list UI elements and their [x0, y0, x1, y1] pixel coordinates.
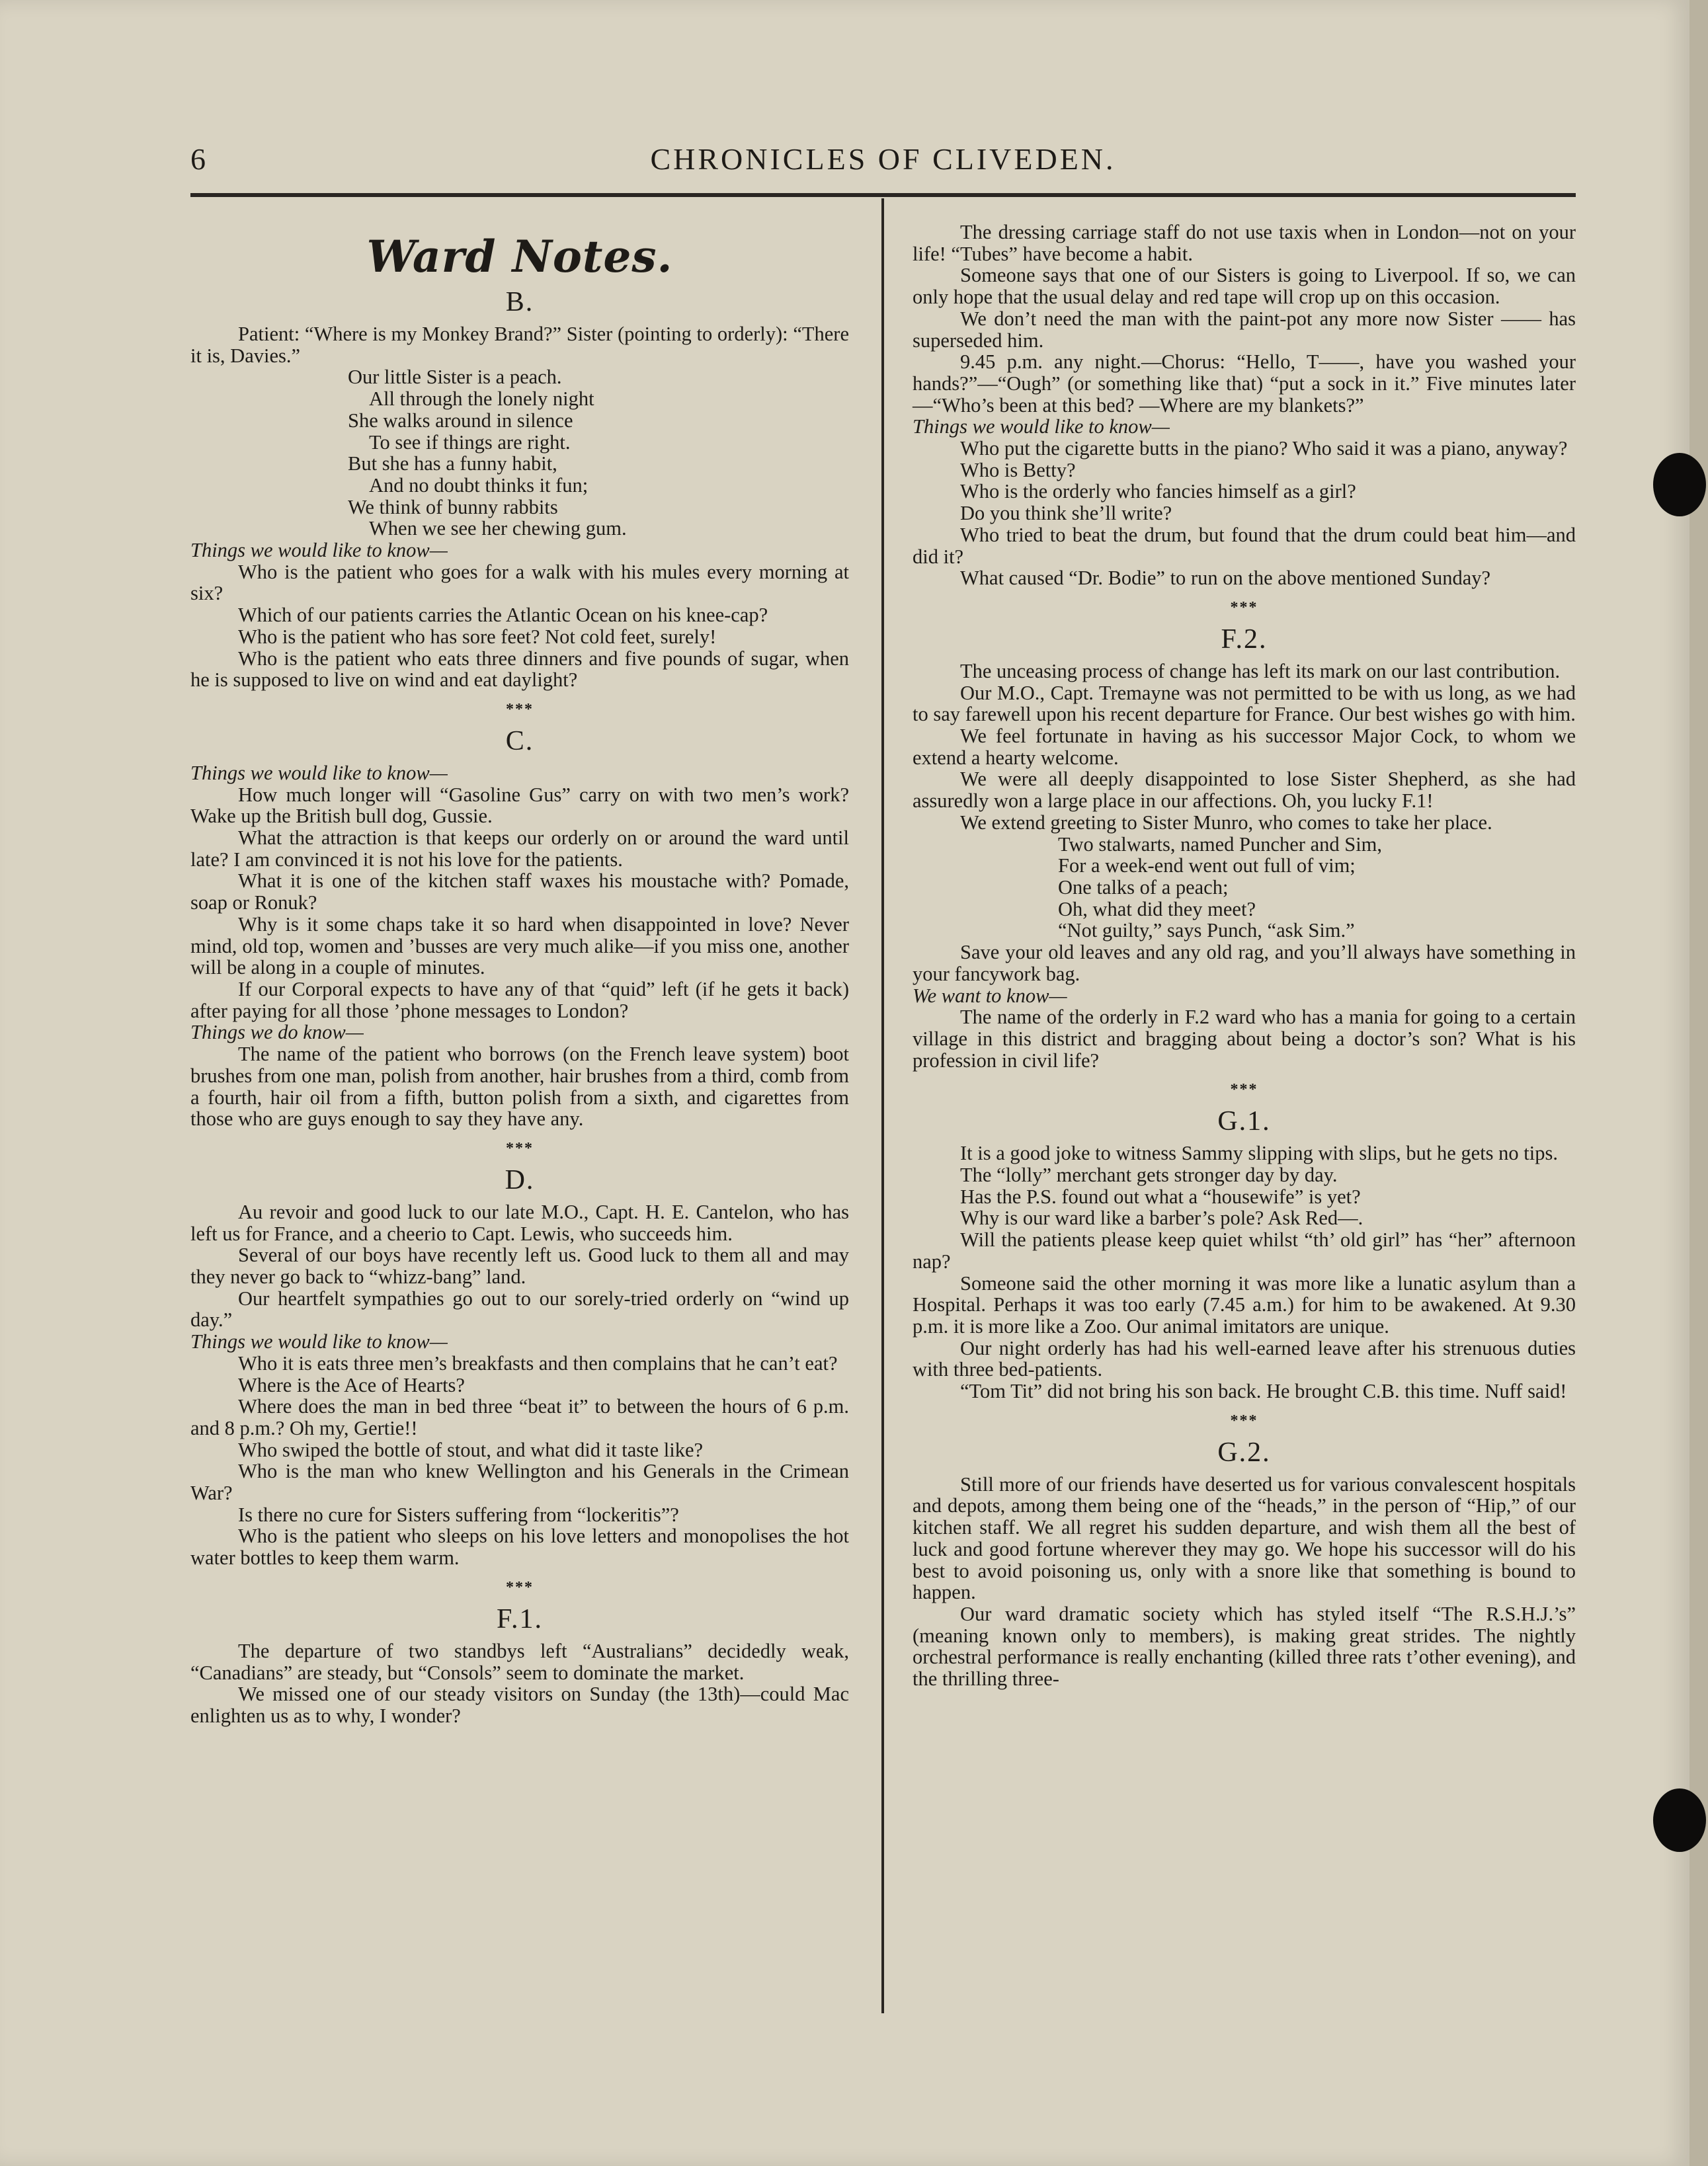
paragraph: Who is the patient who sleeps on his love letters and monopolises the hot water bottles to keep them warm.	[190, 1525, 849, 1570]
paragraph: What caused “Dr. Bodie” to run on the above mentioned Sunday?	[960, 567, 1491, 590]
poem-line: When we see her chewing gum.	[369, 517, 627, 540]
paragraph: We don’t need the man with the paint-pot any more now Sister —— has superseded him.	[913, 307, 1576, 352]
paragraph: Several of our boys have recently left us. Good luck to them all and may they never go back to “whizz-bang” land.	[190, 1244, 849, 1289]
poem-line: But she has a funny habit,	[348, 452, 557, 475]
paragraph: Our night orderly has had his well-earned leave after his strenuous duties with three bed-patients.	[913, 1336, 1576, 1381]
subheading: We want to know—	[913, 984, 1067, 1007]
poem-line: Oh, what did they meet?	[1058, 897, 1256, 920]
subheading: Things we would like to know—	[190, 761, 448, 784]
paragraph: We were all deeply disappointed to lose Sister Shepherd, as she had assuredly won a large place in our affections. Oh, you lucky F.1!	[913, 768, 1576, 813]
poem-line: Two stalwarts, named Puncher and Sim,	[1058, 832, 1383, 856]
binding-hole	[1653, 1788, 1706, 1852]
paragraph: Will the patients please keep quiet whilst “th’ old girl” has “her” afternoon nap?	[913, 1228, 1576, 1273]
section-divider: ***	[1230, 1412, 1258, 1429]
subheading: Things we would like to know—	[190, 539, 448, 562]
paragraph: Where does the man in bed three “beat it” to between the hours of 6 p.m. and 8 p.m.? Oh my, Gertie!!	[190, 1395, 849, 1439]
paragraph: Save your old leaves and any old rag, and you’ll always have something in your fancywork bag.	[913, 941, 1576, 985]
paragraph: Has the P.S. found out what a “housewife” is yet?	[960, 1185, 1361, 1208]
paragraph: Who put the cigarette butts in the piano? Who said it was a piano, anyway?	[960, 437, 1568, 460]
section-divider: ***	[506, 1139, 534, 1157]
column-rule	[881, 198, 884, 2013]
paragraph: We feel fortunate in having as his successor Major Cock, to whom we extend a hearty welcome.	[913, 725, 1576, 769]
paragraph: What it is one of the kitchen staff waxes his moustache with? Pomade, soap or Ronuk?	[190, 869, 849, 914]
paragraph: The name of the patient who borrows (on the French leave system) boot brushes from one man, polish from another, hair brushes from a third, comb from a fourth, hair oil from a fifth, button polish from a sixth, and cigarettes from those who are guys enough to say they have any.	[190, 1043, 849, 1131]
section-divider: ***	[506, 700, 534, 718]
paragraph: Who is the patient who goes for a walk with his mules every morning at six?	[190, 560, 849, 605]
paragraph: The name of the orderly in F.2 ward who has a mania for going to a certain village in this district and bragging about being a doctor’s son? What is his profession in civil life?	[913, 1006, 1576, 1072]
paragraph: 9.45 p.m. any night.—Chorus: “Hello, T——, have you washed your hands?”—“Ough” (or something like that) “put a sock in it.” Five minutes later—“Who’s been at this bed? —Where are my blankets?”	[913, 350, 1576, 417]
paragraph: Who is the patient who eats three dinners and five pounds of sugar, when he is supposed to live on wind and eat daylight?	[190, 647, 849, 692]
paragraph: The unceasing process of change has left its mark on our last contribution.	[960, 659, 1561, 682]
paragraph: Who tried to beat the drum, but found that the drum could beat him—and did it?	[913, 523, 1576, 568]
poem-line: To see if things are right.	[369, 430, 571, 454]
poem	[190, 366, 849, 540]
paragraph: We extend greeting to Sister Munro, who comes to take her place.	[960, 811, 1492, 834]
section-heading-f2: F.2.	[1221, 623, 1268, 655]
section-heading-f1: F.1.	[497, 1603, 543, 1634]
paragraph: Our M.O., Capt. Tremayne was not permitted to be with us long, as we had to say farewell upon his recent departure for France. Our best wishes go with him.	[913, 681, 1576, 726]
paragraph: Who is the orderly who fancies himself as a girl?	[960, 480, 1356, 503]
paragraph: Do you think she’ll write?	[960, 502, 1172, 525]
paragraph: Where is the Ace of Hearts?	[238, 1373, 465, 1396]
paragraph: Who swiped the bottle of stout, and what did it taste like?	[238, 1438, 704, 1461]
publication-title: CHRONICLES OF CLIVEDEN.	[650, 142, 1116, 176]
paragraph: Who it is eats three men’s breakfasts and then complains that he can’t eat?	[238, 1351, 838, 1375]
binding-hole	[1653, 453, 1706, 516]
left-column	[190, 221, 849, 1727]
poem	[913, 834, 1576, 942]
paragraph: Au revoir and good luck to our late M.O., Capt. H. E. Cantelon, who has left us for France, and a cheerio to Capt. Lewis, who succeeds him.	[190, 1200, 849, 1245]
section-heading-g1: G.1.	[1217, 1106, 1271, 1137]
section-divider: ***	[506, 1578, 534, 1596]
paragraph: Who is the man who knew Wellington and his Generals in the Crimean War?	[190, 1460, 849, 1505]
subheading: Things we do know—	[190, 1021, 364, 1044]
paragraph: “Tom Tit” did not bring his son back. He brought C.B. this time. Nuff said!	[960, 1380, 1567, 1403]
right-column	[913, 221, 1576, 1690]
paragraph: Who is the patient who has sore feet? Not cold feet, surely!	[238, 625, 717, 648]
paragraph: The departure of two standbys left “Australians” decidedly weak, “Canadians” are steady, but “Consols” seem to dominate the market.	[190, 1639, 849, 1684]
poem-line: And no doubt thinks it fun;	[369, 473, 589, 497]
paragraph: Who is Betty?	[960, 458, 1076, 481]
poem-line: We think of bunny rabbits	[348, 495, 558, 518]
section-heading-g2: G.2.	[1217, 1437, 1271, 1468]
page-header	[190, 139, 1576, 179]
paragraph: The “lolly” merchant gets stronger day by day.	[960, 1164, 1338, 1187]
poem-line: For a week-end went out full of vim;	[1058, 854, 1356, 877]
poem-line: She walks around in silence	[348, 409, 573, 432]
paragraph: Someone said the other morning it was more like a lunatic asylum than a Hospital. Perhaps it was too early (7.45 a.m.) for him to be awakened. At 9.30 p.m. it is more like a Zoo. Our animal imitators are unique.	[913, 1271, 1576, 1338]
paragraph: What the attraction is that keeps our orderly on or around the ward until late? I am convinced it is not his love for the patients.	[190, 826, 849, 871]
page-number: 6	[190, 142, 206, 176]
poem-line: One talks of a peach;	[1058, 875, 1229, 899]
section-divider: ***	[1230, 598, 1258, 616]
poem-line: “Not guilty,” says Punch, “ask Sim.”	[1058, 919, 1355, 942]
paragraph: How much longer will “Gasoline Gus” carry on with two men’s work? Wake up the British bull dog, Gussie.	[190, 783, 849, 828]
article-title: Ward Notes.	[366, 231, 673, 282]
paragraph: Is there no cure for Sisters suffering from “lockeritis”?	[238, 1503, 679, 1526]
section-heading-c: C.	[505, 725, 534, 756]
paragraph: Our heartfelt sympathies go out to our sorely-tried orderly on “wind up day.”	[190, 1287, 849, 1332]
paragraph: Someone says that one of our Sisters is going to Liverpool. If so, we can only hope that the usual delay and red tape will crop up on this occasion.	[913, 264, 1576, 309]
section-divider: ***	[1230, 1081, 1258, 1099]
paragraph: Which of our patients carries the Atlantic Ocean on his knee-cap?	[238, 604, 768, 627]
paragraph: Why is our ward like a barber’s pole? Ask Red—.	[960, 1207, 1363, 1230]
subheading: Things we would like to know—	[190, 1330, 448, 1353]
paragraph: The dressing carriage staff do not use taxis when in London—not on your life! “Tubes” have become a habit.	[913, 221, 1576, 265]
paragraph: Our ward dramatic society which has styled itself “The R.S.H.J.’s” (meaning known only to members), is making great strides. The nightly orchestral performance is really enchanting (killed three rats t’other evening), and the thrilling three-	[913, 1602, 1576, 1691]
paragraph: Patient: “Where is my Monkey Brand?” Sister (pointing to orderly): “There it is, Davies.”	[190, 323, 849, 367]
section-heading-d: D.	[505, 1164, 535, 1195]
poem-line: All through the lonely night	[369, 387, 594, 411]
subheading: Things we would like to know—	[913, 415, 1170, 438]
section-heading-b: B.	[505, 287, 534, 317]
paragraph: We missed one of our steady visitors on Sunday (the 13th)—could Mac enlighten us as to why, I wonder?	[190, 1683, 849, 1727]
paragraph: If our Corporal expects to have any of that “quid” left (if he gets it back) after paying for all those ’phone messages to London?	[190, 977, 849, 1022]
paragraph: It is a good joke to witness Sammy slipping with slips, but he gets no tips.	[960, 1142, 1558, 1165]
header-rule	[190, 193, 1576, 197]
paragraph: Still more of our friends have deserted us for various convalescent hospitals and depots, among them being one of the “heads,” in the person of “Hip,” of our kitchen staff. We all regret his sudden departure, and wish them all the best of luck and good fortune wherever they may go. We hope his successor will do his best to avoid poisoning us, only with a snore like that something is bound to happen.	[913, 1472, 1576, 1604]
paragraph: Why is it some chaps take it so hard when disappointed in love? Never mind, old top, women and ’busses are very much alike—if you miss one, another will be along in a couple of minutes.	[190, 912, 849, 979]
poem-line: Our little Sister is a peach.	[348, 366, 562, 389]
